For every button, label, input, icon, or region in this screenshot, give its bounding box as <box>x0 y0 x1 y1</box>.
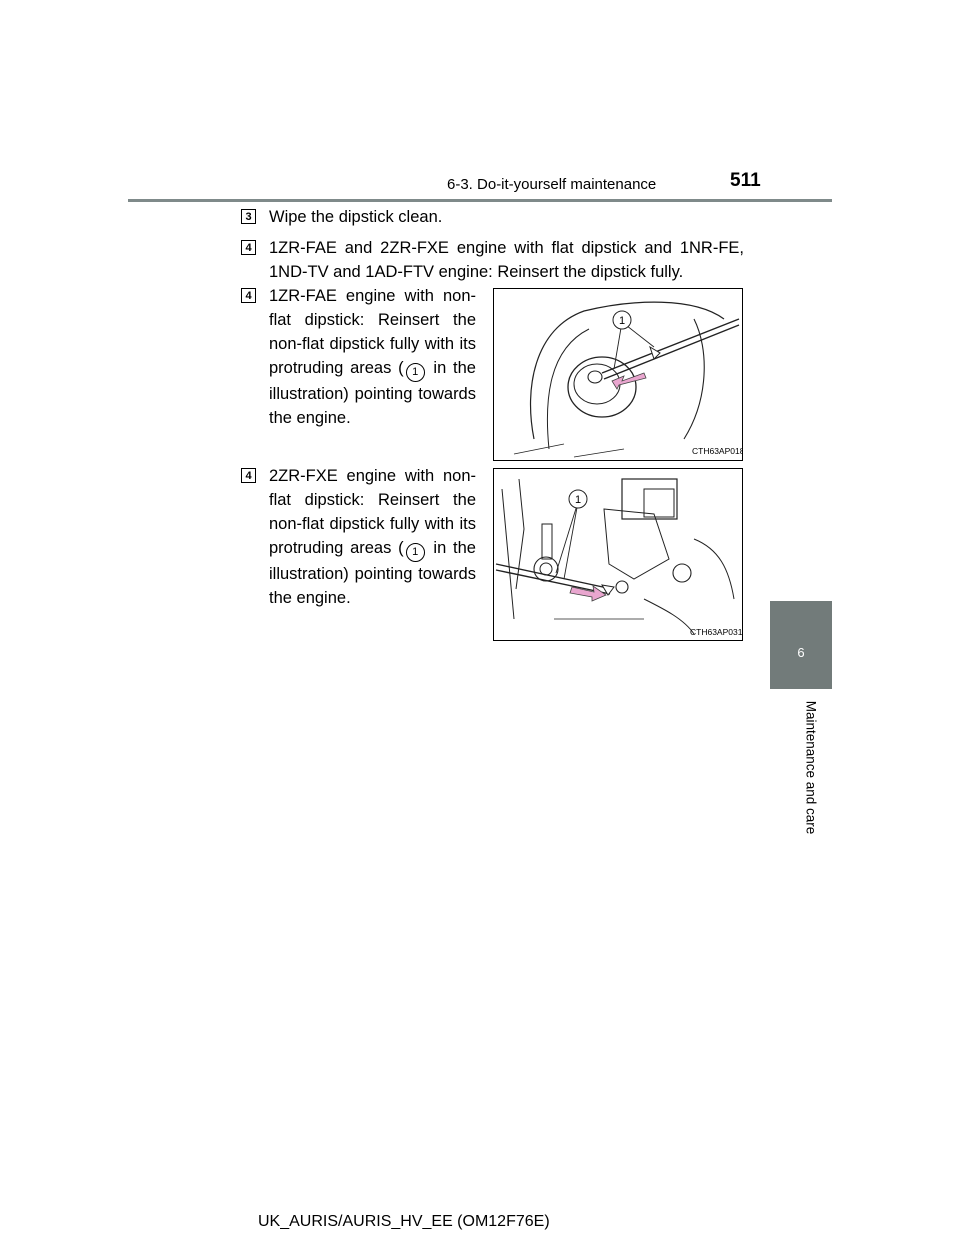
figure-code: CTH63AP018 <box>692 446 742 456</box>
section-title: 6-3. Do-it-yourself maintenance <box>447 176 657 193</box>
figure-callout: 1 <box>574 494 582 506</box>
document-footer: UK_AURIS/AURIS_HV_EE (OM12F76E) <box>258 1213 550 1230</box>
step-number: 4 <box>241 240 256 255</box>
step-text-after: in the illustration) pointing towards the engine. <box>269 539 476 607</box>
step-text <box>269 464 476 610</box>
step-text-before: 2ZR-FXE engine with non-flat dipstick: Reinsert the non-flat dipstick fully with its protruding areas ( <box>269 467 476 557</box>
step-text: 1ZR-FAE and 2ZR-FXE engine with flat dipstick and 1NR-FE, 1ND-TV and 1AD-FTV engine: Reinsert the dipstick fully. <box>269 239 744 281</box>
chapter-number: 6 <box>797 645 805 660</box>
engine-illustration-2 <box>493 468 743 641</box>
header-divider <box>128 199 832 202</box>
step-text-before: 1ZR-FAE engine with non-flat dipstick: Reinsert the non-flat dipstick fully with its protruding areas ( <box>269 287 476 377</box>
chapter-title: Maintenance and care <box>803 700 819 835</box>
step-number: 4 <box>241 288 256 303</box>
page-number: 511 <box>730 170 761 191</box>
step-text: Wipe the dipstick clean. <box>269 208 443 226</box>
dipstick-illustration-2 <box>494 469 742 640</box>
callout-marker: 1 <box>406 363 425 382</box>
step-text-after: in the illustration) pointing towards the engine. <box>269 359 476 427</box>
callout-marker: 1 <box>406 543 425 562</box>
figure-code: CTH63AP031 <box>690 627 742 637</box>
chapter-tab <box>770 601 832 689</box>
dipstick-illustration-1 <box>494 289 742 460</box>
engine-illustration-1 <box>493 288 743 461</box>
figure-callout: 1 <box>618 315 626 327</box>
step-text <box>269 284 476 430</box>
step-number: 4 <box>241 468 256 483</box>
step-number: 3 <box>241 209 256 224</box>
